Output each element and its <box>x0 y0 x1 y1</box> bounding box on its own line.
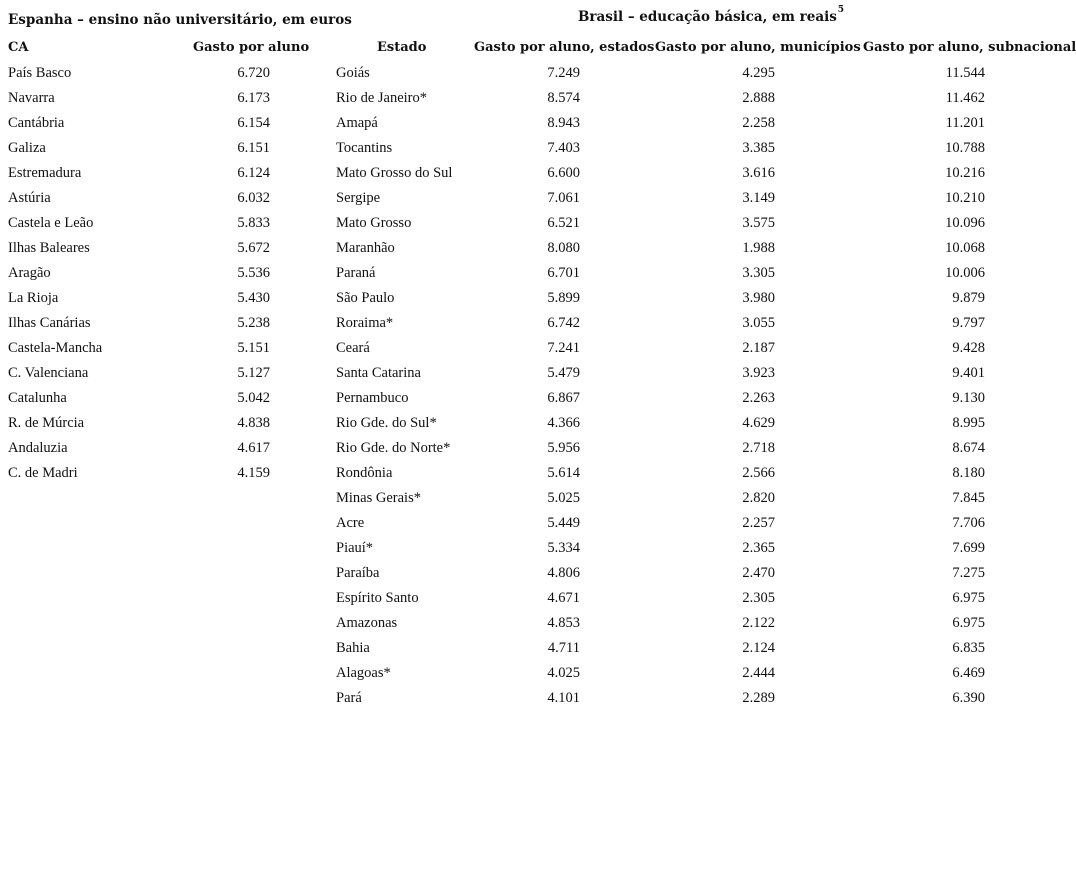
brazil-state-cell: Paraná <box>336 265 376 281</box>
spain-spend-cell: 6.720 <box>237 65 270 81</box>
brazil-subnational-spend-cell: 9.401 <box>952 365 985 381</box>
brazil-municipalities-spend-cell: 3.055 <box>742 315 775 331</box>
spain-spend-cell: 6.173 <box>237 90 270 106</box>
table-row <box>0 562 1076 587</box>
brazil-municipalities-spend-cell: 4.295 <box>742 65 775 81</box>
table-row <box>0 687 1076 712</box>
spain-spend-cell: 5.151 <box>237 340 270 356</box>
brazil-subnational-spend-cell: 10.210 <box>945 190 985 206</box>
table-row <box>0 87 1076 112</box>
table-row <box>0 537 1076 562</box>
brazil-states-spend-cell: 4.101 <box>547 690 580 706</box>
brazil-subnational-spend-cell: 9.797 <box>952 315 985 331</box>
spain-region-cell: R. de Múrcia <box>8 415 85 431</box>
brazil-state-cell: Ceará <box>336 340 370 356</box>
header-state: Estado <box>377 40 427 55</box>
brazil-state-cell: Pará <box>336 690 362 706</box>
table-row <box>0 337 1076 362</box>
brazil-state-cell: Piauí* <box>336 540 374 556</box>
brazil-table-title <box>578 5 845 25</box>
brazil-state-cell: Rio de Janeiro* <box>336 90 428 106</box>
brazil-subnational-spend-cell: 7.845 <box>952 490 985 506</box>
brazil-subnational-spend-cell: 6.469 <box>952 665 985 681</box>
brazil-states-spend-cell: 8.574 <box>547 90 580 106</box>
brazil-states-spend-cell: 7.241 <box>547 340 580 356</box>
brazil-subnational-spend-cell: 6.975 <box>952 615 985 631</box>
table-row <box>0 287 1076 312</box>
brazil-subnational-spend-cell: 6.390 <box>952 690 985 706</box>
brazil-states-spend-cell: 5.334 <box>547 540 580 556</box>
spain-region-cell: Castela-Mancha <box>8 340 103 356</box>
brazil-subnational-spend-cell: 8.995 <box>952 415 985 431</box>
brazil-states-spend-cell: 7.249 <box>547 65 580 81</box>
brazil-states-spend-cell: 4.366 <box>547 415 580 431</box>
spain-region-cell: Estremadura <box>8 165 82 181</box>
brazil-subnational-spend-cell: 6.975 <box>952 590 985 606</box>
brazil-municipalities-spend-cell: 2.187 <box>742 340 775 356</box>
table-row <box>0 662 1076 687</box>
header-subnational-spend: Gasto por aluno, subnacional <box>863 40 1076 55</box>
brazil-states-spend-cell: 8.080 <box>547 240 580 256</box>
brazil-state-cell: Minas Gerais* <box>336 490 421 506</box>
brazil-subnational-spend-cell: 11.462 <box>945 90 985 106</box>
brazil-municipalities-spend-cell: 1.988 <box>742 240 775 256</box>
brazil-state-cell: Mato Grosso do Sul <box>336 165 453 181</box>
spain-spend-cell: 5.536 <box>237 265 270 281</box>
brazil-states-spend-cell: 7.061 <box>547 190 580 206</box>
brazil-municipalities-spend-cell: 2.305 <box>742 590 775 606</box>
table-row <box>0 362 1076 387</box>
table-row <box>0 212 1076 237</box>
table-row <box>0 262 1076 287</box>
brazil-state-cell: Alagoas* <box>336 665 391 681</box>
spain-region-cell: Galiza <box>8 140 46 156</box>
spain-spend-cell: 5.430 <box>237 290 270 306</box>
spain-spend-cell: 4.838 <box>237 415 270 431</box>
brazil-municipalities-spend-cell: 2.470 <box>742 565 775 581</box>
brazil-municipalities-spend-cell: 2.888 <box>742 90 775 106</box>
spain-region-cell: Navarra <box>8 90 55 106</box>
brazil-state-cell: Paraíba <box>336 565 380 581</box>
brazil-municipalities-spend-cell: 3.149 <box>742 190 775 206</box>
table-row <box>0 612 1076 637</box>
table-row <box>0 112 1076 137</box>
brazil-subnational-spend-cell: 9.879 <box>952 290 985 306</box>
brazil-states-spend-cell: 5.449 <box>547 515 580 531</box>
brazil-subnational-spend-cell: 9.130 <box>952 390 985 406</box>
spain-spend-cell: 5.238 <box>237 315 270 331</box>
table-row <box>0 462 1076 487</box>
brazil-states-spend-cell: 8.943 <box>547 115 580 131</box>
spain-spend-cell: 4.159 <box>237 465 270 481</box>
brazil-municipalities-spend-cell: 2.718 <box>742 440 775 456</box>
spain-region-cell: Ilhas Canárias <box>8 315 91 331</box>
brazil-state-cell: Mato Grosso <box>336 215 412 231</box>
table-row <box>0 487 1076 512</box>
table-row <box>0 637 1076 662</box>
brazil-subnational-spend-cell: 10.068 <box>945 240 985 256</box>
brazil-state-cell: Espírito Santo <box>336 590 419 606</box>
header-states-spend: Gasto por aluno, estados <box>474 40 655 55</box>
brazil-municipalities-spend-cell: 2.566 <box>742 465 775 481</box>
spain-spend-cell: 5.833 <box>237 215 270 231</box>
brazil-state-cell: Maranhão <box>336 240 395 256</box>
brazil-municipalities-spend-cell: 4.629 <box>742 415 775 431</box>
brazil-municipalities-spend-cell: 2.124 <box>742 640 775 656</box>
brazil-state-cell: Amazonas <box>336 615 398 631</box>
brazil-subnational-spend-cell: 7.275 <box>952 565 985 581</box>
brazil-title-footnote: 5 <box>837 5 845 15</box>
brazil-states-spend-cell: 4.711 <box>547 640 580 656</box>
brazil-subnational-spend-cell: 10.006 <box>945 265 985 281</box>
brazil-municipalities-spend-cell: 3.616 <box>742 165 775 181</box>
brazil-state-cell: São Paulo <box>336 290 395 306</box>
brazil-states-spend-cell: 7.403 <box>547 140 580 156</box>
brazil-states-spend-cell: 6.521 <box>547 215 580 231</box>
table-row <box>0 437 1076 462</box>
brazil-state-cell: Goiás <box>336 65 370 81</box>
brazil-municipalities-spend-cell: 2.820 <box>742 490 775 506</box>
brazil-subnational-spend-cell: 10.788 <box>945 140 985 156</box>
brazil-subnational-spend-cell: 7.699 <box>952 540 985 556</box>
brazil-municipalities-spend-cell: 3.305 <box>742 265 775 281</box>
brazil-state-cell: Sergipe <box>336 190 381 206</box>
spain-region-cell: Catalunha <box>8 390 67 406</box>
spain-spend-cell: 6.154 <box>237 115 270 131</box>
spain-region-cell: Andaluzia <box>8 440 68 456</box>
brazil-states-spend-cell: 6.867 <box>547 390 580 406</box>
brazil-subnational-spend-cell: 10.096 <box>945 215 985 231</box>
brazil-state-cell: Santa Catarina <box>336 365 421 381</box>
brazil-municipalities-spend-cell: 2.444 <box>742 665 775 681</box>
header-spain-spend: Gasto por aluno <box>193 40 310 55</box>
brazil-title-text: Brasil – educação básica, em reais <box>578 9 837 25</box>
brazil-municipalities-spend-cell: 3.980 <box>742 290 775 306</box>
table-row <box>0 512 1076 537</box>
brazil-states-spend-cell: 5.899 <box>547 290 580 306</box>
brazil-states-spend-cell: 6.600 <box>547 165 580 181</box>
brazil-municipalities-spend-cell: 3.385 <box>742 140 775 156</box>
brazil-states-spend-cell: 4.025 <box>547 665 580 681</box>
spain-spend-cell: 5.042 <box>237 390 270 406</box>
table-row <box>0 237 1076 262</box>
brazil-municipalities-spend-cell: 2.263 <box>742 390 775 406</box>
brazil-subnational-spend-cell: 11.544 <box>945 65 985 81</box>
brazil-subnational-spend-cell: 7.706 <box>952 515 985 531</box>
brazil-states-spend-cell: 6.742 <box>547 315 580 331</box>
brazil-municipalities-spend-cell: 2.289 <box>742 690 775 706</box>
table-row <box>0 162 1076 187</box>
brazil-subnational-spend-cell: 10.216 <box>945 165 985 181</box>
brazil-municipalities-spend-cell: 2.365 <box>742 540 775 556</box>
table-row <box>0 387 1076 412</box>
brazil-states-spend-cell: 6.701 <box>547 265 580 281</box>
brazil-subnational-spend-cell: 8.674 <box>952 440 985 456</box>
brazil-states-spend-cell: 4.806 <box>547 565 580 581</box>
brazil-subnational-spend-cell: 9.428 <box>952 340 985 356</box>
brazil-state-cell: Pernambuco <box>336 390 409 406</box>
spain-region-cell: Aragão <box>8 265 51 281</box>
brazil-municipalities-spend-cell: 3.575 <box>742 215 775 231</box>
table-row <box>0 587 1076 612</box>
brazil-state-cell: Amapá <box>336 115 378 131</box>
brazil-states-spend-cell: 5.956 <box>547 440 580 456</box>
table-row <box>0 412 1076 437</box>
brazil-states-spend-cell: 4.671 <box>547 590 580 606</box>
spain-region-cell: C. de Madri <box>8 465 78 481</box>
brazil-subnational-spend-cell: 6.835 <box>952 640 985 656</box>
spain-spend-cell: 6.151 <box>237 140 270 156</box>
spain-spend-cell: 6.032 <box>237 190 270 206</box>
brazil-states-spend-cell: 5.479 <box>547 365 580 381</box>
header-municipalities-spend: Gasto por aluno, municípios <box>655 40 861 55</box>
brazil-municipalities-spend-cell: 2.258 <box>742 115 775 131</box>
table-row <box>0 312 1076 337</box>
spain-spend-cell: 6.124 <box>237 165 270 181</box>
spain-spend-cell: 4.617 <box>237 440 270 456</box>
spain-region-cell: Cantábria <box>8 115 65 131</box>
spain-region-cell: C. Valenciana <box>8 365 89 381</box>
brazil-state-cell: Acre <box>336 515 365 531</box>
table-row <box>0 62 1076 87</box>
brazil-municipalities-spend-cell: 2.122 <box>742 615 775 631</box>
brazil-subnational-spend-cell: 8.180 <box>952 465 985 481</box>
table-row <box>0 137 1076 162</box>
spain-spend-cell: 5.672 <box>237 240 270 256</box>
table-row <box>0 187 1076 212</box>
brazil-state-cell: Rio Gde. do Sul* <box>336 415 437 431</box>
brazil-state-cell: Rio Gde. do Norte* <box>336 440 451 456</box>
spain-region-cell: Castela e Leão <box>8 215 94 231</box>
brazil-state-cell: Tocantins <box>336 140 393 156</box>
spain-region-cell: Astúria <box>8 190 51 206</box>
spain-spend-cell: 5.127 <box>237 365 270 381</box>
brazil-state-cell: Roraima* <box>336 315 394 331</box>
brazil-state-cell: Bahia <box>336 640 370 656</box>
brazil-states-spend-cell: 5.025 <box>547 490 580 506</box>
brazil-states-spend-cell: 4.853 <box>547 615 580 631</box>
brazil-municipalities-spend-cell: 2.257 <box>742 515 775 531</box>
header-ca: CA <box>8 40 29 55</box>
brazil-subnational-spend-cell: 11.201 <box>945 115 985 131</box>
spain-region-cell: La Rioja <box>8 290 59 306</box>
spain-table-title: Espanha – ensino não universitário, em euros <box>8 12 352 28</box>
brazil-municipalities-spend-cell: 3.923 <box>742 365 775 381</box>
spain-region-cell: País Basco <box>8 65 72 81</box>
brazil-state-cell: Rondônia <box>336 465 393 481</box>
spain-region-cell: Ilhas Baleares <box>8 240 90 256</box>
brazil-states-spend-cell: 5.614 <box>547 465 580 481</box>
